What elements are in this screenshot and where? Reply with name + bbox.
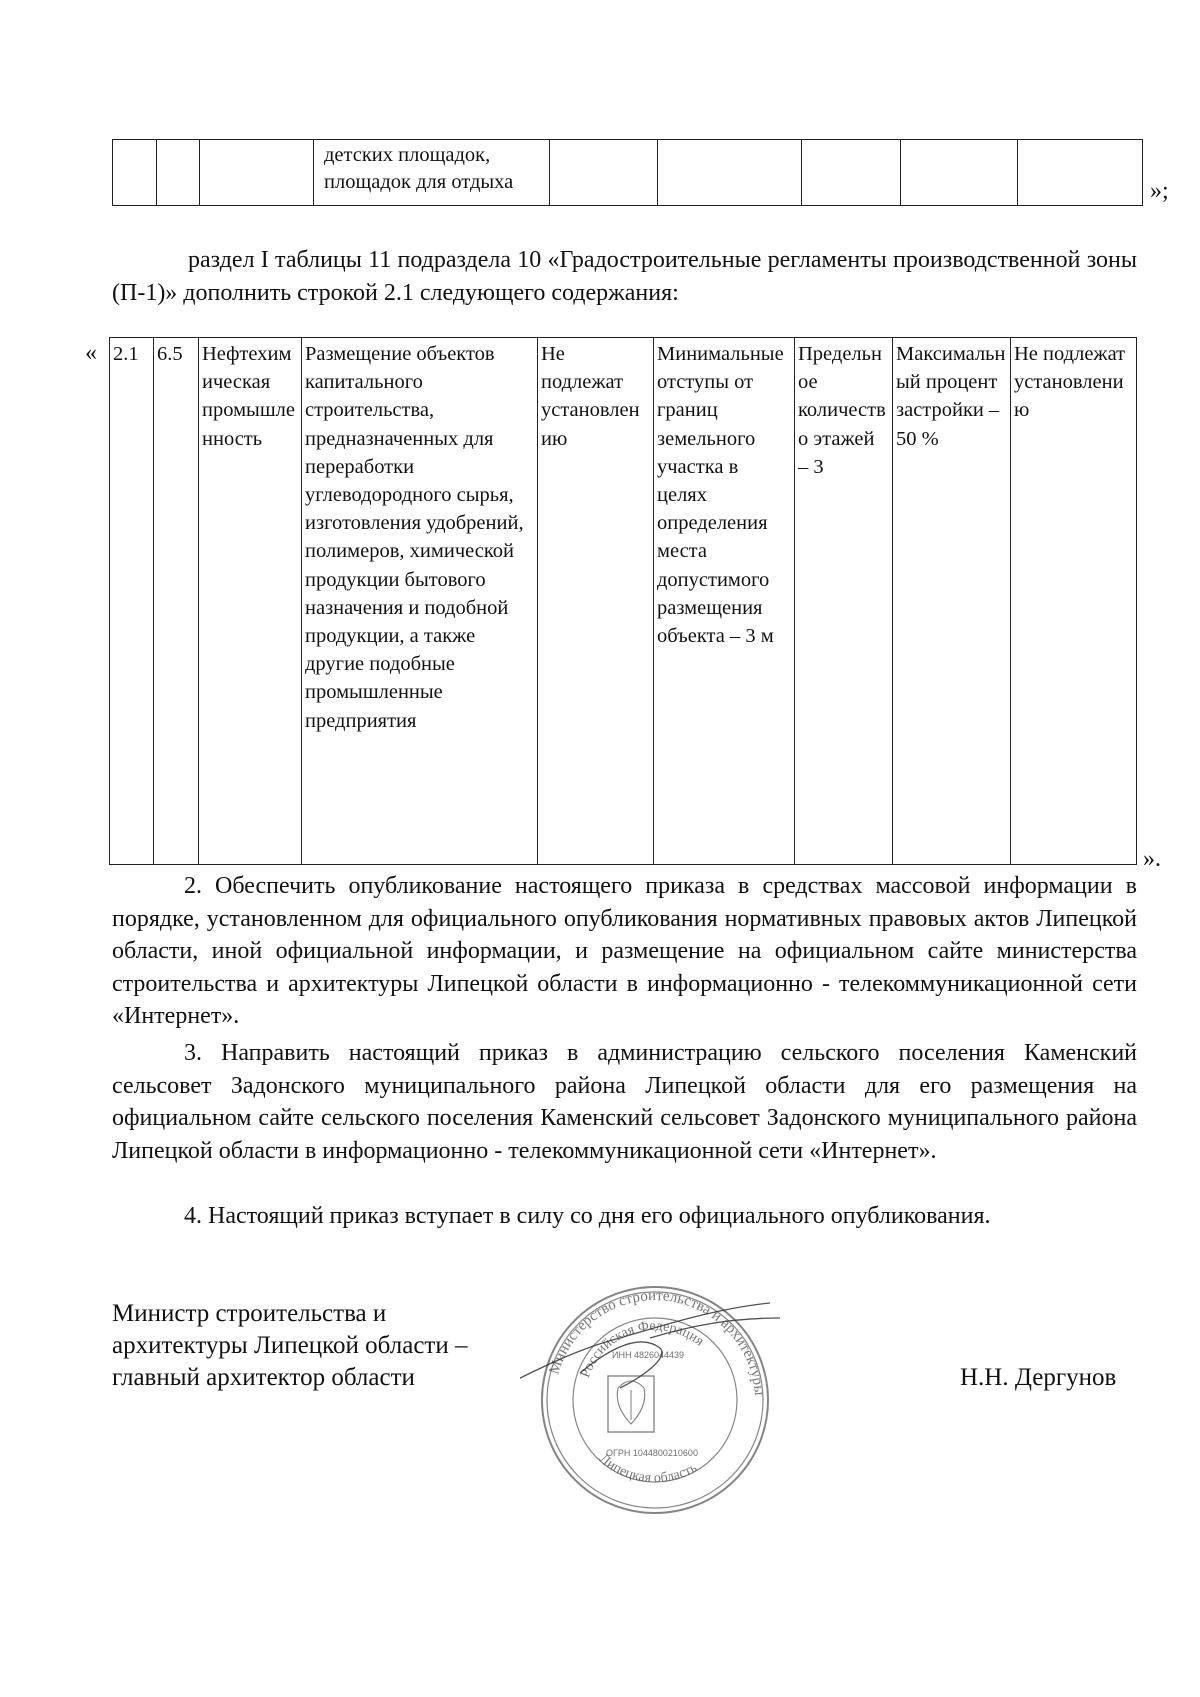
top-cell-6 [658,140,802,206]
top-table [112,139,1143,206]
top-cell-5 [550,140,658,206]
main-cell-number: 2.1 [110,338,154,865]
top-cell-7 [802,140,901,206]
main-cell-limits-2: Не подлежат установлению [1011,338,1137,865]
main-cell-code: 6.5 [154,338,199,865]
signatory-title-line-3: главный архитектор области [112,1364,415,1391]
main-cell-limits-1: Не подлежат установлению [538,338,654,865]
top-cell-8 [901,140,1018,206]
seal-inner-text: Российская Федерация [578,1318,707,1380]
paragraph-2: 2. Обеспечить опубликование настоящего приказа в средствах массовой информации в порядке, установленном для официального опубликования нормативных правовых актов Липецкой области, иной официальной информации, и размещение на официальном сайте министерства строительства и архитектуры Липецкой области в информационно - телекоммуникационной сети «Интернет». [112,873,1137,1029]
intro-paragraph [112,244,1137,309]
intro-text: раздел I таблицы 11 подраздела 10 «Градостроительные регламенты производственной зоны (П-1)» дополнить строкой 2.1 следующего содержания: [112,247,1137,306]
main-table-opening-quote: « [85,340,97,366]
top-cell-4: детских площадок, площадок для отдыха [314,140,550,206]
paragraph-3: 3. Направить настоящий приказ в администрацию сельского поселения Каменский сельсовет Задонского муниципального района Липецкой области для его размещения на официальном сайте сельского поселения Каменский сельсовет Задонского муниципального района Липецкой области в информационно - телекоммуникационной сети «Интернет». [112,1040,1137,1164]
seal-coat-of-arms-icon [608,1376,654,1432]
signatory-title [112,1298,467,1394]
main-table [109,337,1137,865]
paragraph-4: 4. Настоящий приказ вступает в силу со дня его официального опубликования. [184,1203,991,1229]
signatory-title-line-1: Министр строительства и [112,1300,387,1327]
signatory-name: Н.Н. Дергунов [960,1364,1117,1391]
top-cell-9 [1018,140,1143,206]
main-table-closing-quote: ». [1143,846,1161,872]
main-cell-coverage: Максимальный процент застройки – 50 % [893,338,1011,865]
seal-outer-text: Министерство строительства и архитектуры [546,1287,767,1397]
main-cell-type: Нефтехимическая промышленность [199,338,302,865]
seal-inn: ИНН 4826044439 [612,1350,685,1360]
seal-ogrn: ОГРН 1044800210600 [606,1448,698,1458]
top-table-closing-quote: »; [1150,178,1169,204]
main-cell-description: Размещение объектов капитального строительства, предназначенных для переработки углеводородного сырья, изготовления удобрений, полимеров, химической продукции бытового назначения и подобной продукции, а также другие подобные промышленные предприятия [302,338,538,865]
top-cell-1 [113,140,157,206]
main-cell-setbacks: Минимальные отступы от границ земельного участка в целях определения места допустимого размещения объекта – 3 м [654,338,795,865]
official-seal [520,1278,790,1518]
seal-bottom-text: Липецкая область [596,1451,700,1487]
signatory-title-line-2: архитектуры Липецкой области – [112,1332,468,1359]
top-cell-2 [157,140,200,206]
main-cell-floors: Предельное количество этажей – 3 [795,338,893,865]
top-cell-3 [200,140,314,206]
